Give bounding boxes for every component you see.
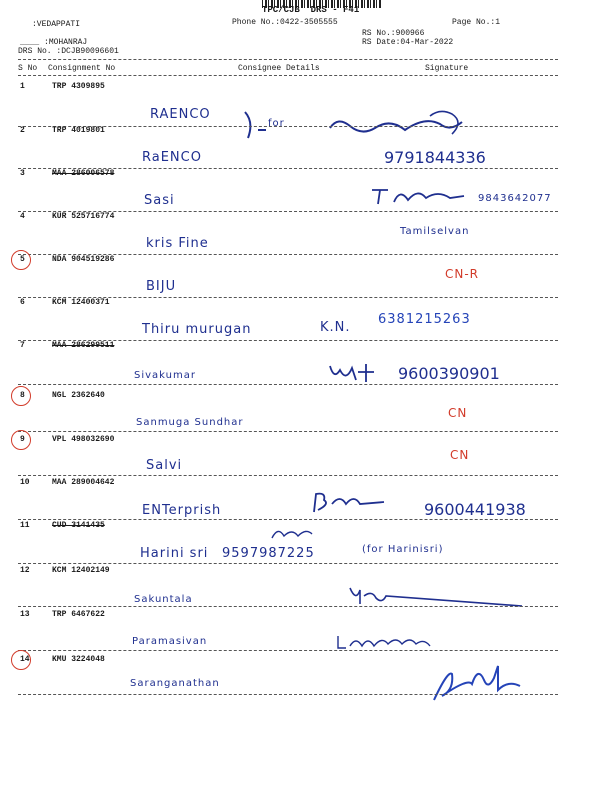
row-12-divider (18, 606, 558, 607)
row-8-consignee: Sanmuga Sundhar (136, 417, 244, 428)
row-9-mark: CN (450, 448, 470, 462)
row-1-consignee: RAENCO (150, 107, 211, 122)
row-12-sno: 12 (20, 566, 30, 575)
row-5-sno: 5 (20, 255, 25, 264)
row-11-signature (270, 526, 316, 542)
row-7-divider (18, 384, 558, 385)
row-7-signature (326, 362, 386, 386)
page-number: Page No.:1 (452, 18, 501, 27)
row-9-consignee: Salvi (146, 458, 183, 473)
row-9-divider (18, 475, 558, 476)
row-3-sno: 3 (20, 169, 25, 178)
row-14-consignee: Saranganathan (130, 678, 220, 689)
row-13-sno: 13 (20, 610, 30, 619)
row-10-consignment: MAA 289004642 (52, 478, 115, 487)
row-2-consignee: RaENCO (142, 150, 202, 165)
row-3-signature (368, 184, 478, 208)
row-6-consignment: KCM 12400371 (52, 298, 110, 307)
row-10-consignee: ENTerprish (142, 503, 222, 518)
row-7-sno: 7 (20, 341, 25, 350)
drs-number: DRS No. :DCJB90096601 (18, 47, 119, 56)
header-rule-bottom (18, 75, 558, 76)
header-rule-top (18, 59, 558, 60)
col-signature: Signature (425, 64, 469, 73)
row-8-consignment: NGL 2362640 (52, 391, 105, 400)
row-13-consignee: Paramasivan (132, 636, 208, 647)
row-4-consignment: KUR 525716774 (52, 212, 115, 221)
row-14-signature (428, 660, 528, 706)
row-7-consignee: Sivakumar (134, 370, 196, 381)
row-10-signature (310, 490, 390, 516)
row-11-consignee: Harini sri (140, 546, 209, 561)
row-7-phone: 9600390901 (398, 364, 500, 383)
row-8-divider (18, 431, 558, 432)
driver-prefix: ____ (20, 38, 40, 47)
row-2-phone: 9791844336 (384, 148, 486, 167)
row-8-sno: 8 (20, 391, 25, 400)
row-11-consignment: CUD 3141435 (52, 521, 105, 530)
row-5-consignee: BIJU (146, 279, 177, 294)
row-5-consignment: NDA 904519286 (52, 255, 115, 264)
col-sno: S No (18, 64, 38, 73)
row-11-divider (18, 563, 558, 564)
row-5-mark: CN-R (445, 267, 480, 281)
row-1-consignment: TRP 4309895 (52, 82, 105, 91)
col-consignment: Consignment No (48, 64, 116, 73)
row-11-phone: 9597987225 (222, 546, 315, 561)
row-8-mark: CN (448, 406, 468, 420)
row-9-consignment: VPL 498032690 (52, 435, 115, 444)
row-14-divider (18, 694, 558, 695)
row-13-divider (18, 650, 558, 651)
row-1-sno: 1 (20, 82, 25, 91)
row-3-consignment: MAA 286006578 (52, 169, 115, 178)
driver-value: :MOHANRAJ (44, 38, 88, 47)
row-2-consignment: TRP 4019801 (52, 126, 105, 135)
row-1-signature (240, 108, 470, 148)
row-6-sno: 6 (20, 298, 25, 307)
rs-date: RS Date:04-Mar-2022 (362, 38, 454, 47)
row-3-phone: 9843642077 (478, 193, 552, 204)
area-name: :VEDAPPATI (32, 20, 81, 29)
row-13-consignment: TRP 6467622 (52, 610, 105, 619)
col-details: Consignee Details (238, 64, 320, 73)
row-14-sno: 14 (20, 655, 30, 664)
row-11-note: (for Harinisri) (362, 544, 444, 555)
row-10-sno: 10 (20, 478, 30, 487)
phone-number: Phone No.:0422-3505555 (232, 18, 338, 27)
row-10-phone: 9600441938 (424, 500, 526, 519)
row-2-sno: 2 (20, 126, 25, 135)
row-6-signature: K.N. (320, 320, 351, 335)
rs-number: RS No.:900966 (362, 29, 425, 38)
row-4-consignee: kris Fine (146, 236, 209, 251)
row-9-sno: 9 (20, 435, 25, 444)
row-11-sno: 11 (20, 521, 30, 530)
row-12-consignment: KCM 12402149 (52, 566, 110, 575)
row-10-divider (18, 519, 558, 520)
sheet-title: TPC/CJB DRS - F41 (262, 5, 360, 15)
row-1-note: for (268, 118, 285, 129)
row-12-consignee: Sakuntala (134, 594, 193, 605)
driver-name (20, 38, 87, 47)
row-6-phone: 6381215263 (378, 312, 471, 327)
row-4-signature: Tamilselvan (400, 226, 470, 237)
row-3-consignee: Sasi (144, 193, 175, 208)
row-7-consignment: MAA 286299511 (52, 341, 115, 350)
row-14-consignment: KMU 3224048 (52, 655, 105, 664)
row-6-consignee: Thiru murugan (142, 322, 252, 337)
row-4-sno: 4 (20, 212, 25, 221)
